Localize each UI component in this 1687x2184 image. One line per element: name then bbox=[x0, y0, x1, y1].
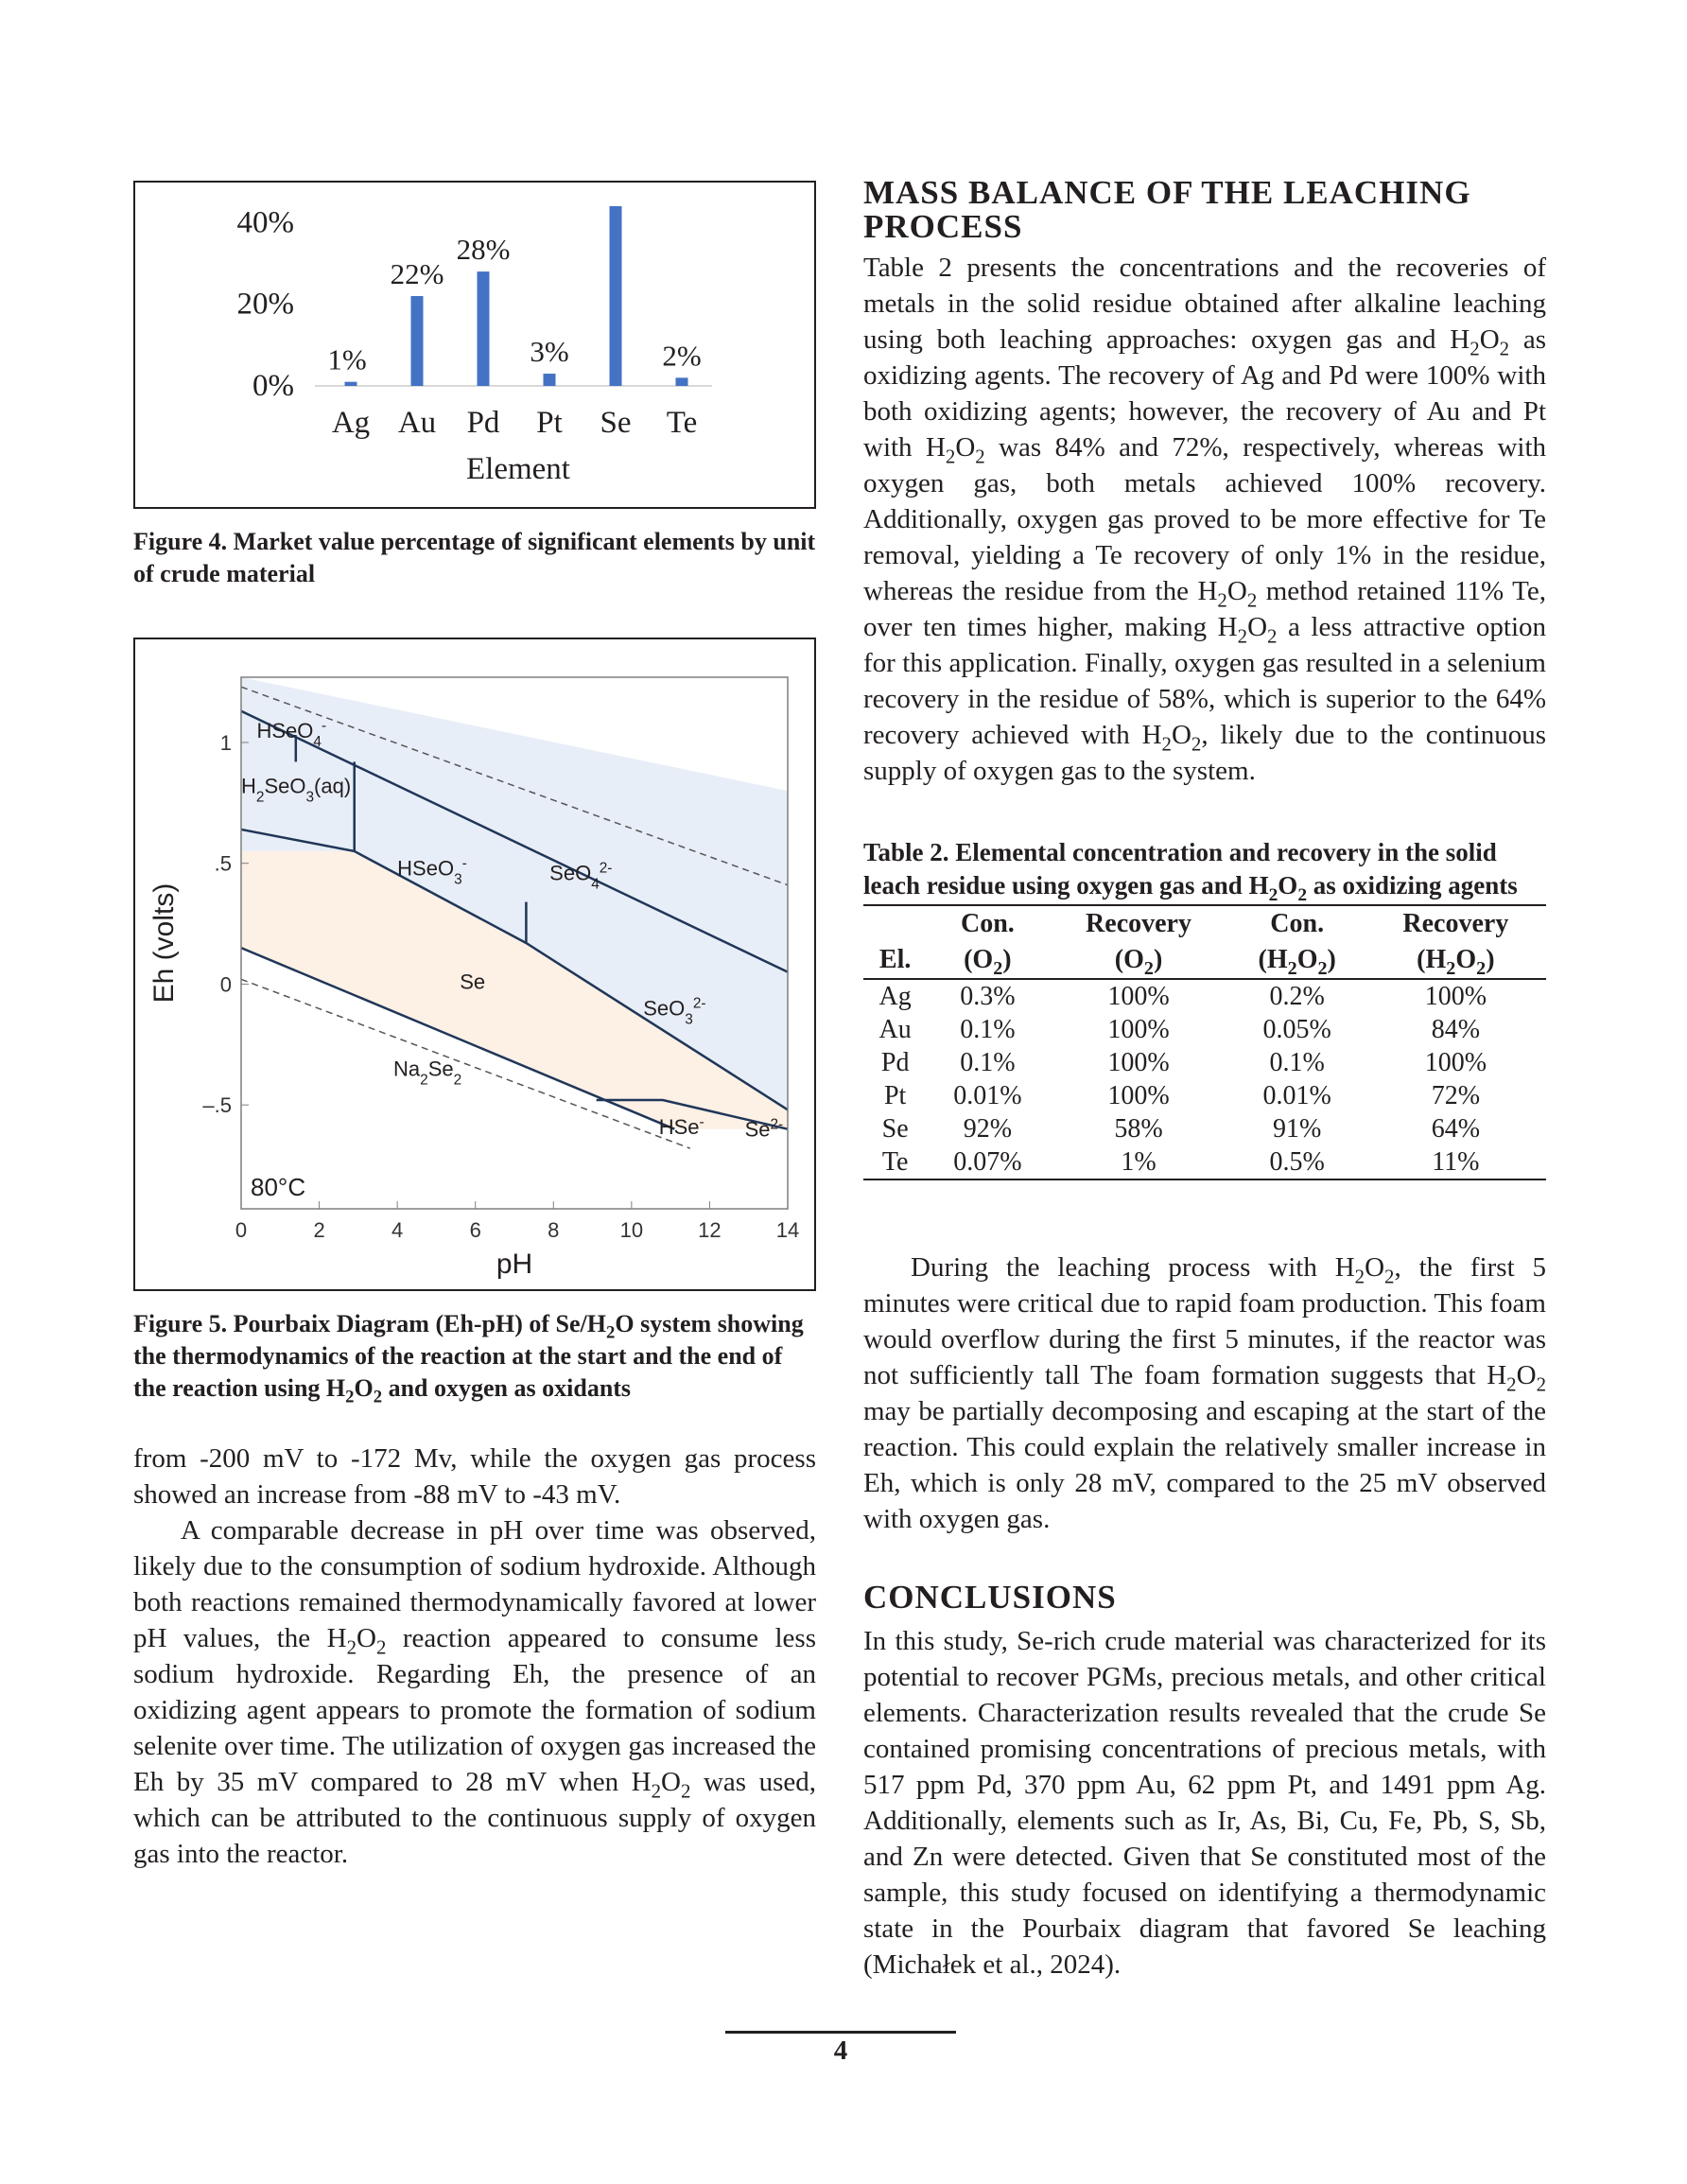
table-cell: Ag bbox=[878, 982, 912, 1011]
x-tick-label: Au bbox=[397, 406, 437, 440]
x-tick-label: Se bbox=[600, 406, 632, 440]
bar-te bbox=[676, 377, 688, 386]
bar-au bbox=[411, 296, 424, 386]
page-number: 4 bbox=[833, 2035, 848, 2066]
table-2 bbox=[863, 906, 1546, 1180]
x-tick-label: 8 bbox=[548, 1218, 560, 1242]
table-cell: 11% bbox=[1365, 1145, 1546, 1179]
table-header-row-units bbox=[863, 942, 1546, 979]
x-tick-label: 14 bbox=[775, 1218, 800, 1242]
x-tick-label: Ag bbox=[331, 406, 371, 440]
table-cell: 0.5% bbox=[1229, 1145, 1365, 1179]
table-cell: 0.05% bbox=[1262, 1015, 1331, 1044]
data-label: 1% bbox=[327, 342, 367, 376]
table-cell: 0.07% bbox=[927, 1145, 1048, 1179]
table-cell: 100% bbox=[1107, 1081, 1170, 1110]
figure-5-caption: Figure 5. Pourbaix Diagram (Eh-pH) of $Se/H_2O$ system showing the thermodynamics of the reaction at the start and the end of the reaction using $H_2O_2$ and oxygen as oxidants bbox=[133, 1310, 804, 1407]
paragraph-ph-decrease: A comparable decrease in pH over time was observed, likely due to the consumption of sodium hydroxide. Although both reactions remained thermodynamically favored at lower pH values, the $H_2O_2$ reaction appeared to consume less sodium hydroxide. Regarding Eh, the presence of an oxidizing agent appears to promote the formation of sodium selenite over time. The utilization of oxygen gas increased the Eh by 35 mV compared to 28 mV when $H_2O_2$ was used, which can be attributed to the continuous supply of oxygen gas into the reactor. bbox=[133, 1515, 816, 1869]
species-seo3: SeO$_3^{2-}$ bbox=[643, 995, 706, 1028]
header-recovery-o2: Recovery bbox=[1086, 909, 1191, 938]
table-row bbox=[863, 1145, 1546, 1179]
x-tick-label: 12 bbox=[698, 1218, 722, 1242]
x-tick-label: 10 bbox=[619, 1218, 644, 1242]
conclusions-paragraph: In this study, Se-rich crude material was characterized for its potential to recover PGMs, precious metals, and other critical elements. Characterization results revealed that the crude Se contained promising concentrations of precious metals, with 517 ppm Pd, 370 ppm Au, 62 ppm Pt, and 1491 ppm Ag. Additionally, elements such as Ir, As, Bi, Cu, Fe, Pb, S, Sb, and Zn were detected. Given that Se constituted most of the sample, this study focused on identifying a thermodynamic state in the Pourbaix diagram that favored Se leaching (Michałek et al., 2024). bbox=[863, 1626, 1546, 1980]
mass-balance-paragraph: Table 2 presents the concentrations and the recoveries of metals in the solid residue obtained after alkaline leaching using both leaching approaches: oxygen gas and $H_2O_2$ as oxidizing agents. The recovery of Ag and Pd were 100% with both oxidizing agents; however, the recovery of Au and Pt with $H_2O_2$ was 84% and 72%, respectively, whereas with oxygen gas, both metals achieved 100% recovery. Additionally, oxygen gas proved to be more effective for Te removal, yielding a Te recovery of only 1% in the residue, whereas the residue from the $H_2O_2$ method retained 11% Te, over ten times higher, making $H_2O_2$ a less attractive option for this application. Finally, oxygen gas resulted in a selenium recovery in the residue of 58%, which is superior to the 64% recovery achieved with $H_2O_2$, likely due to the continuous supply of oxygen gas to the system. bbox=[863, 253, 1547, 786]
table-cell: 84% bbox=[1431, 1015, 1481, 1044]
mass-balance-section bbox=[863, 176, 1546, 789]
table-row bbox=[863, 1013, 1546, 1046]
data-label: 3% bbox=[530, 335, 569, 369]
table-cell: Se bbox=[881, 1114, 909, 1144]
table-cell: 64% bbox=[1431, 1114, 1481, 1144]
y-tick-label: 1 bbox=[219, 730, 232, 755]
mass-balance-heading: MASS BALANCE OF THE LEACHING PROCESS bbox=[863, 174, 1471, 245]
table-cell: 0.01% bbox=[1262, 1081, 1331, 1110]
table-cell: 0.1% bbox=[960, 1048, 1016, 1077]
species-seo4: SeO$_4^{2-}$ bbox=[549, 860, 613, 893]
bar-pd bbox=[478, 271, 490, 386]
x-tick-label: Te bbox=[666, 406, 698, 440]
table-cell: 100% bbox=[1107, 982, 1170, 1011]
bar-ag bbox=[345, 382, 357, 386]
temperature-label: 80°C bbox=[251, 1173, 306, 1201]
table-2-caption: Table 2. Elemental concentration and recovery in the solid leach residue using oxygen gas and $H_2O_2$ as oxidizing agents bbox=[863, 836, 1546, 906]
data-label: 2% bbox=[662, 339, 702, 373]
table-cell: Pd bbox=[880, 1048, 910, 1077]
x-tick-label: 0 bbox=[235, 1218, 248, 1242]
table-cell: 58% bbox=[1114, 1114, 1163, 1144]
species-hse: HSe- bbox=[658, 1113, 704, 1139]
header-recovery-h2o2: Recovery bbox=[1402, 909, 1509, 938]
table-header-row bbox=[863, 906, 1546, 942]
x-tick-label: 4 bbox=[391, 1218, 404, 1242]
species-se2: $Se^{2-}$ bbox=[744, 1115, 784, 1142]
x-tick-label: 6 bbox=[469, 1218, 481, 1242]
figure-4-frame bbox=[133, 181, 816, 509]
y-axis-label: Eh (volts) bbox=[148, 882, 180, 1004]
table-cell: 100% bbox=[1424, 1048, 1487, 1077]
conclusions-section bbox=[863, 1581, 1546, 1983]
figure-4-caption: Figure 4. Market value percentage of significant elements by unit of crude material bbox=[133, 528, 816, 587]
conclusions-heading: CONCLUSIONS bbox=[863, 1579, 1117, 1616]
header-unit: $(O_2)$ bbox=[1048, 942, 1228, 979]
table-cell: 0.1% bbox=[1269, 1048, 1325, 1077]
right-body-text bbox=[863, 1249, 1546, 1537]
table-cell: Au bbox=[878, 1015, 912, 1044]
table-cell: 100% bbox=[1107, 1048, 1170, 1077]
figure-5-frame bbox=[133, 638, 816, 1291]
paragraph-foam: During the leaching process with $H_2O_2$, the first 5 minutes were critical due to rapid foam production. This foam would overflow during the first 5 minutes, if the reactor was not sufficiently tall The foam formation suggests that $H_2O_2$ may be partially decomposing and escaping at the start of the reaction. This could explain the relatively smaller increase in Eh, which is only 28 mV, compared to the 25 mV observed with oxygen gas. bbox=[863, 1252, 1546, 1534]
figure-4-chart bbox=[135, 183, 814, 507]
paragraph-eh-change: from -200 mV to -172 Mv, while the oxygen gas process showed an increase from -88 mV to -43 mV. bbox=[133, 1443, 816, 1510]
table-cell: 0.2% bbox=[1269, 982, 1325, 1011]
header-unit: $(O_2)$ bbox=[927, 942, 1048, 979]
species-na2se2: $Na_2Se_2$ bbox=[393, 1057, 462, 1088]
table-cell: 100% bbox=[1107, 1015, 1170, 1044]
table-cell: 72% bbox=[1431, 1081, 1481, 1110]
table-2-block bbox=[863, 836, 1546, 1180]
table-cell: Pt bbox=[883, 1081, 907, 1110]
y-tick-label: .5 bbox=[214, 851, 232, 876]
x-tick-label: Pd bbox=[466, 406, 500, 440]
table-cell: 1% bbox=[1048, 1145, 1228, 1179]
x-tick-label: 2 bbox=[313, 1218, 325, 1242]
footer-rule bbox=[725, 2031, 956, 2034]
left-body-text bbox=[133, 1441, 816, 1872]
y-tick-label: 0% bbox=[252, 369, 294, 403]
y-tick-label: 40% bbox=[236, 205, 294, 240]
header-unit: $(H_2O_2)$ bbox=[1229, 942, 1365, 979]
table-row bbox=[863, 1046, 1546, 1079]
table-row bbox=[863, 979, 1546, 1013]
table-cell: 0.1% bbox=[960, 1015, 1016, 1044]
header-el: El. bbox=[863, 942, 927, 979]
x-axis-label: Element bbox=[466, 452, 570, 486]
header-con-h2o2: Con. bbox=[1270, 909, 1325, 938]
bar-se bbox=[610, 206, 622, 386]
table-cell: Te bbox=[863, 1145, 927, 1179]
table-cell: 0.3% bbox=[960, 982, 1016, 1011]
species-h2seo3: $H_2SeO_3(aq)$ bbox=[241, 774, 352, 806]
data-label: 28% bbox=[456, 233, 511, 267]
table-row bbox=[863, 1079, 1546, 1112]
table-row bbox=[863, 1112, 1546, 1145]
table-cell: 92% bbox=[963, 1114, 1013, 1144]
y-tick-label: 0 bbox=[219, 972, 232, 997]
species-hseo3: HSeO$_3$- bbox=[397, 854, 467, 887]
y-tick-label: –.5 bbox=[202, 1093, 232, 1118]
pourbaix-diagram bbox=[135, 639, 814, 1289]
header-el-blank bbox=[863, 906, 927, 942]
table-cell: 100% bbox=[1424, 982, 1487, 1011]
species-se: Se bbox=[460, 970, 486, 994]
table-cell: 0.01% bbox=[953, 1081, 1022, 1110]
header-unit: $(H_2O_2)$ bbox=[1365, 942, 1546, 979]
x-tick-label: Pt bbox=[536, 406, 563, 440]
data-label: 22% bbox=[390, 257, 444, 290]
header-con-o2: Con. bbox=[960, 909, 1015, 938]
bar-pt bbox=[544, 374, 556, 386]
table-cell: 91% bbox=[1273, 1114, 1322, 1144]
y-tick-label: 20% bbox=[236, 287, 294, 322]
x-axis-label: pH bbox=[496, 1249, 533, 1280]
species-hseo4: HSeO$_4$- bbox=[256, 717, 327, 750]
